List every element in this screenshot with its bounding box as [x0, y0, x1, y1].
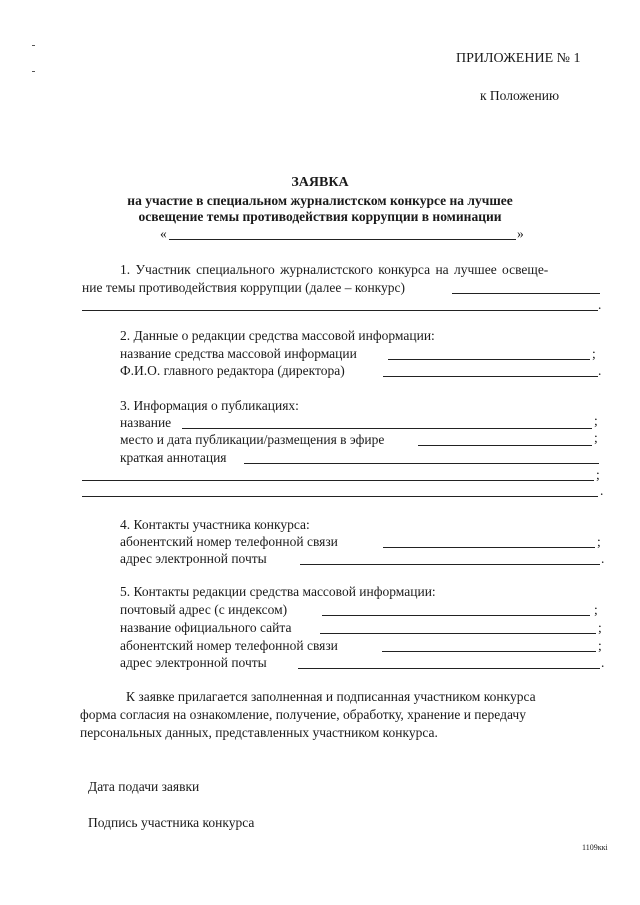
publication-title-field: [182, 428, 592, 429]
website-label: название официального сайта: [120, 620, 292, 635]
editor-name-field: [383, 376, 598, 377]
document-title: ЗАЯВКА: [291, 175, 349, 190]
nomination-line: [169, 239, 516, 240]
postal-address-end: ;: [594, 602, 598, 617]
section1-line1: 1. Участник специального журналистского конкурса на лучшее освеще-: [120, 262, 549, 277]
section1-line2: ние темы противодействия коррупции (далее – конкурс): [82, 280, 406, 295]
participant-email-end: .: [601, 551, 605, 566]
scan-speck: [32, 45, 35, 46]
submission-date-label: Дата подачи заявки: [88, 779, 200, 794]
section4-heading: 4. Контакты участника конкурса:: [120, 517, 310, 532]
media-email-end: .: [601, 655, 605, 670]
quote-close: »: [517, 226, 524, 241]
annotation-label: краткая аннотация: [120, 450, 227, 465]
participant-phone-label: абонентский номер телефонной связи: [120, 534, 338, 549]
participant-email-field: [300, 564, 600, 565]
publication-title-label: название: [120, 415, 172, 430]
publication-place-label: место и дата публикации/размещения в эфире: [120, 432, 385, 447]
participant-field: [452, 293, 600, 294]
media-email-field: [298, 668, 600, 669]
attachment-line-2: форма согласия на ознакомление, получение, обработку, хранение и передачу: [80, 707, 526, 722]
annotation-field-3: [82, 496, 598, 497]
media-name-label: название средства массовой информации: [120, 346, 357, 361]
website-field: [320, 633, 596, 634]
participant-phone-end: ;: [597, 534, 601, 549]
annotation-field-2: [82, 480, 594, 481]
title-line-1: на участие в специальном журналистском конкурсе на лучшее: [127, 193, 513, 208]
section2-heading: 2. Данные о редакции средства массовой информации:: [120, 328, 435, 343]
section5-heading: 5. Контакты редакции средства массовой информации:: [120, 584, 436, 599]
quote-open: «: [160, 226, 167, 241]
annotation-end-semicolon: ;: [596, 467, 600, 482]
participant-field-continued: [82, 310, 598, 311]
participant-phone-field: [383, 547, 595, 548]
media-name-end: ;: [592, 346, 596, 361]
publication-title-end: ;: [594, 413, 598, 428]
section1-end: .: [598, 297, 602, 312]
publication-place-end: ;: [594, 430, 598, 445]
postal-address-label: почтовый адрес (с индексом): [120, 602, 288, 617]
signature-label: Подпись участника конкурса: [88, 815, 255, 830]
website-end: ;: [598, 620, 602, 635]
media-phone-field: [382, 651, 596, 652]
title-line-2: освещение темы противодействия коррупции в номинации: [138, 209, 502, 224]
scan-speck: [32, 71, 35, 72]
publication-place-field: [418, 445, 592, 446]
participant-email-label: адрес электронной почты: [120, 551, 267, 566]
appendix-label: ПРИЛОЖЕНИЕ № 1: [456, 51, 581, 66]
media-name-field: [388, 359, 590, 360]
editor-name-end: .: [598, 363, 602, 378]
section3-heading: 3. Информация о публикациях:: [120, 398, 299, 413]
annotation-field: [244, 463, 599, 464]
media-phone-end: ;: [598, 638, 602, 653]
attachment-line-3: персональных данных, представленных участником конкурса.: [80, 725, 438, 740]
media-email-label: адрес электронной почты: [120, 655, 267, 670]
annotation-end-dot: .: [600, 483, 604, 498]
media-phone-label: абонентский номер телефонной связи: [120, 638, 338, 653]
editor-name-label: Ф.И.О. главного редактора (директора): [120, 363, 345, 378]
appendix-reference: к Положению: [480, 88, 560, 103]
document-code: 1109ккі: [582, 843, 608, 852]
attachment-line-1: К заявке прилагается заполненная и подписанная участником конкурса: [126, 689, 536, 704]
postal-address-field: [322, 615, 590, 616]
